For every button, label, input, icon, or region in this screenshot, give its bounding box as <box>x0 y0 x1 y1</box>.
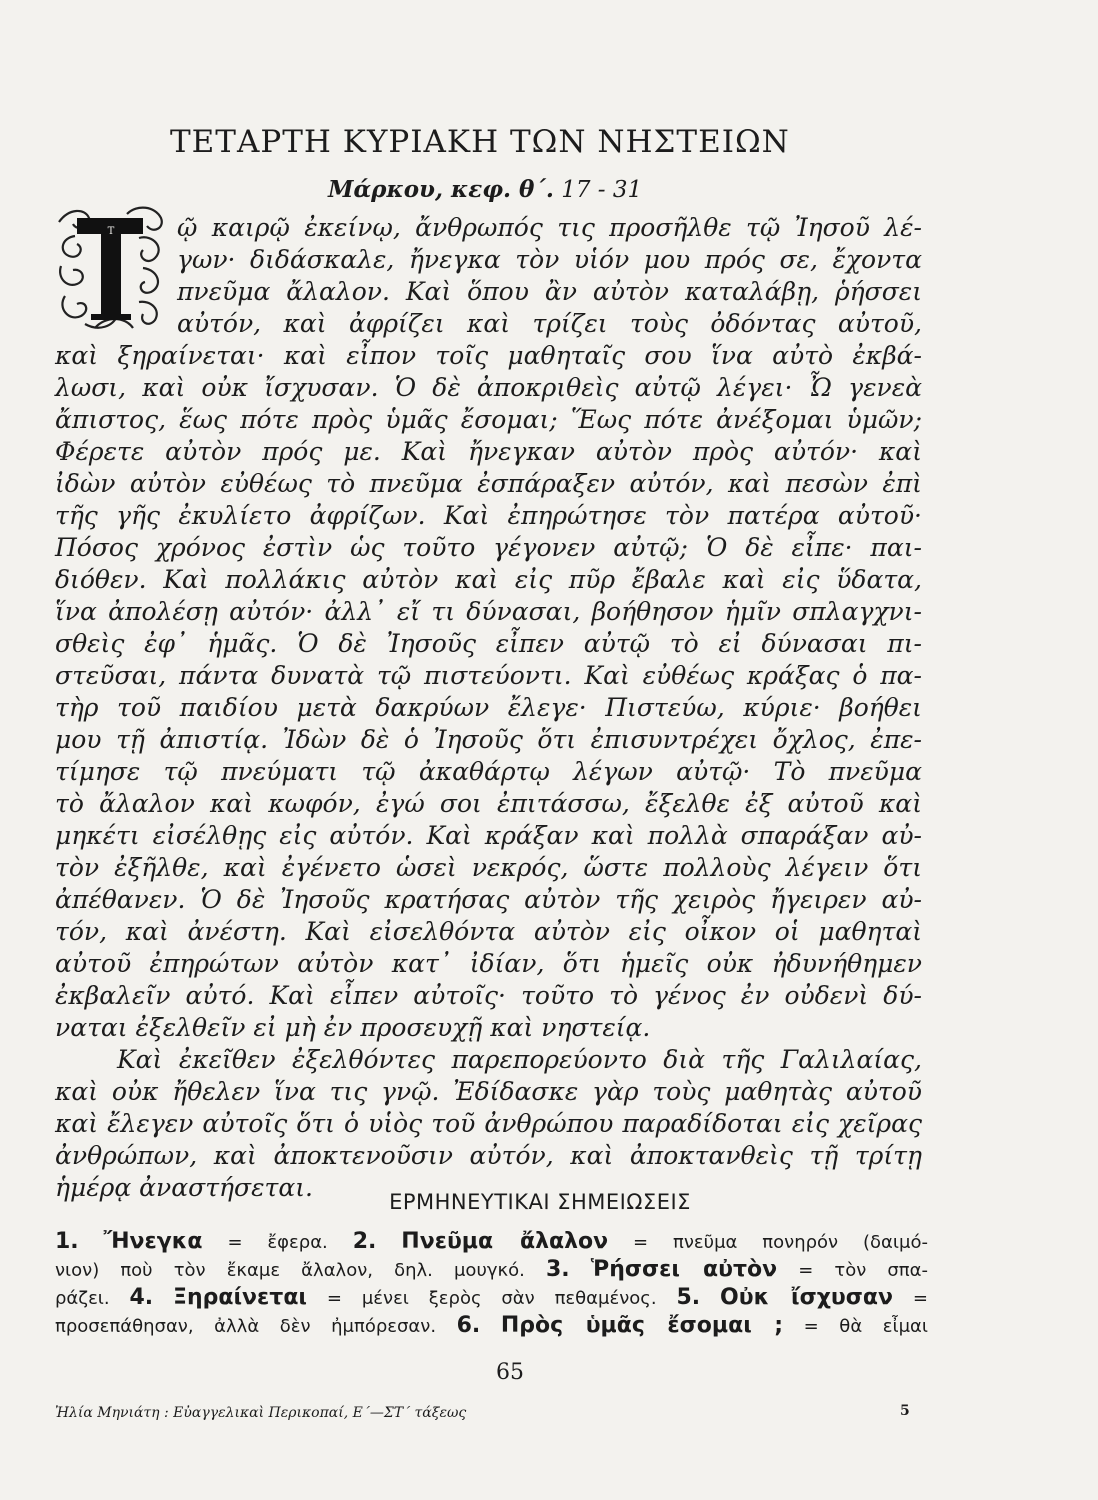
note-term: Πρὸς ὑμᾶς ἔσομαι ; <box>500 1313 784 1338</box>
text-line: ναται ἐξελθεῖν εἰ μὴ ἐν προσευχῇ καὶ νηστείᾳ. <box>55 1013 651 1042</box>
text-line: ἰδὼν αὐτὸν εὐθέως τὸ πνεῦμα ἐσπάραξεν αὐτόν, καὶ πεσὼν ἐπὶ <box>55 469 922 498</box>
note-term: Πνεῦμα ἄλαλον <box>401 1229 609 1254</box>
note-definition: = τὸν σπα- <box>798 1260 928 1281</box>
text-line: Φέρετε αὐτὸν πρός με. Καὶ ἤνεγκαν αὐτὸν πρὸς αὐτόν· καὶ <box>55 437 922 466</box>
text-line: τὴρ τοῦ παιδίου μετὰ δακρύων ἔλεγε· Πιστεύω, κύριε· βοήθει <box>55 693 922 722</box>
footer-signature-number: 5 <box>900 1403 910 1419</box>
note-term: Ξηραίνεται <box>173 1285 308 1310</box>
note-line <box>55 1228 928 1257</box>
note-definition: νιον) ποὺ τὸν ἔκαμε ἄλαλον, δηλ. μουγκό. <box>55 1260 525 1281</box>
text-line: λωσι, καὶ οὐκ ἴσχυσαν. Ὁ δὲ ἀποκριθεὶς αὐτῷ λέγει· Ὦ γενεὰ <box>55 373 922 402</box>
text-line: τίμησε τῷ πνεύματι τῷ ἀκαθάρτῳ λέγων αὐτῷ· Τὸ πνεῦμα <box>55 757 922 786</box>
ornamental-initial-icon <box>55 204 167 332</box>
text-line: ἀπέθανεν. Ὁ δὲ Ἰησοῦς κρατήσας αὐτὸν τῆς χειρὸς ἤγειρεν αὐ- <box>55 885 922 914</box>
text-line: αὐτόν, καὶ ἀφρίζει καὶ τρίζει τοὺς ὀδόντας αὐτοῦ, <box>177 309 922 338</box>
text-line: σθεὶς ἐφ᾽ ἡμᾶς. Ὁ δὲ Ἰησοῦς εἶπεν αὐτῷ τὸ εἰ δύνασαι πι- <box>55 629 922 658</box>
text-line: ῷ καιρῷ ἐκείνῳ, ἄνθρωπός τις προσῆλθε τῷ Ἰησοῦ λέ- <box>177 213 922 242</box>
note-definition: = πνεῦμα πονηρόν (δαιμό- <box>633 1232 928 1253</box>
text-line: τὸ ἄλαλον καὶ κωφόν, ἐγώ σοι ἐπιτάσσω, ἔξελθε ἐξ αὐτοῦ καὶ <box>55 789 922 818</box>
note-number: 6. <box>456 1313 481 1338</box>
note-term: Οὐκ ἴσχυσαν <box>720 1285 893 1310</box>
text-line: Καὶ ἐκεῖθεν ἐξελθόντες παρεπορεύοντο διὰ τῆς Γαλιλαίας, <box>117 1045 922 1074</box>
text-line: Πόσος χρόνος ἐστὶν ὡς τοῦτο γέγονεν αὐτῷ; Ὁ δὲ εἶπε· παι- <box>55 533 922 562</box>
text-line: ἵνα ἀπολέσῃ αὐτόν· ἀλλ᾽ εἴ τι δύνασαι, βοήθησον ἡμῖν σπλαγχνι- <box>55 597 922 626</box>
note-line <box>55 1312 928 1341</box>
text-line: ἄπιστος, ἕως πότε πρὸς ὑμᾶς ἔσομαι; Ἕως πότε ἀνέξομαι ὑμῶν; <box>55 405 922 434</box>
text-line: ἀνθρώπων, καὶ ἀποκτενοῦσιν αὐτόν, καὶ ἀποκτανθεὶς τῇ τρίτῃ <box>55 1141 922 1170</box>
text-line: ἡμέρᾳ ἀναστήσεται. <box>55 1173 313 1202</box>
note-definition: ράζει. <box>55 1288 110 1309</box>
text-line: μηκέτι εἰσέλθῃς εἰς αὐτόν. Καὶ κράξαν καὶ πολλὰ σπαράξαν αὐ- <box>55 821 922 850</box>
reference-verses: 17 - 31 <box>561 177 643 203</box>
note-line <box>55 1256 928 1285</box>
scripture-reference <box>328 176 642 203</box>
text-line: μου τῇ ἀπιστίᾳ. Ἰδὼν δὲ ὁ Ἰησοῦς ὅτι ἐπισυντρέχει ὄχλος, ἐπε- <box>55 725 922 754</box>
text-line: καὶ ξηραίνεται· καὶ εἶπον τοῖς μαθηταῖς σου ἵνα αὐτὸ ἐκβά- <box>55 341 922 370</box>
note-definition: = <box>912 1288 928 1309</box>
text-line: τὸν ἐξῆλθε, καὶ ἐγένετο ὡσεὶ νεκρός, ὥστε πολλοὺς λέγειν ὅτι <box>55 853 922 882</box>
text-line: πνεῦμα ἄλαλον. Καὶ ὅπου ἂν αὐτὸν καταλάβῃ, ῥήσσει <box>177 277 922 306</box>
note-definition: = ἔφερα. <box>227 1232 328 1253</box>
note-number: 5. <box>676 1285 701 1310</box>
text-line: καὶ οὐκ ἤθελεν ἵνα τις γνῷ. Ἐδίδασκε γὰρ τοὺς μαθητὰς αὐτοῦ <box>55 1077 922 1106</box>
notes-heading: ΕΡΜΗΝΕΥΤΙΚΑΙ ΣΗΜΕΙΩΣΕΙΣ <box>389 1190 691 1214</box>
text-line: καὶ ἔλεγεν αὐτοῖς ὅτι ὁ υἱὸς τοῦ ἀνθρώπου παραδίδοται εἰς χεῖρας <box>55 1109 922 1138</box>
note-definition: = μένει ξερὸς σὰν πεθαμένος. <box>326 1288 657 1309</box>
note-number: 1. <box>55 1229 79 1254</box>
note-definition: = θὰ εἶμαι <box>803 1316 928 1337</box>
text-line: γων· διδάσκαλε, ἤνεγκα τὸν υἱόν μου πρός σε, ἔχοντα <box>177 245 922 274</box>
note-definition: προσεπάθησαν, ἀλλὰ δὲν ἠμπόρεσαν. <box>55 1316 437 1337</box>
note-term: Ῥήσσει αὐτὸν <box>590 1257 778 1282</box>
reference-book: Μάρκου, κεφ. θ΄. <box>328 176 554 203</box>
note-number: 3. <box>545 1257 570 1282</box>
text-line: τῆς γῆς ἐκυλίετο ἀφρίζων. Καὶ ἐπηρώτησε τὸν πατέρα αὐτοῦ· <box>55 501 922 530</box>
note-term: Ἤνεγκα <box>103 1229 203 1254</box>
text-line: αὐτοῦ ἐπηρώτων αὐτὸν κατ᾽ ἰδίαν, ὅτι ἡμεῖς οὐκ ἠδυνήθημεν <box>55 949 922 978</box>
text-line: στεῦσαι, πάντα δυνατὰ τῷ πιστεύοντι. Καὶ εὐθέως κράξας ὁ πα- <box>55 661 922 690</box>
page-title: ΤΕΤΑΡΤΗ ΚΥΡΙΑΚΗ ΤΩΝ ΝΗΣΤΕΙΩΝ <box>170 124 790 160</box>
drop-cap-letter: Τ <box>107 226 115 237</box>
text-line: διόθεν. Καὶ πολλάκις αὐτὸν καὶ εἰς πῦρ ἔβαλε καὶ εἰς ὕδατα, <box>55 565 922 594</box>
footer-citation: Ἠλία Μηνιάτη : Εὐαγγελικαὶ Περικοπαί, Ε΄—ΣΤ΄ τάξεως <box>55 1405 467 1421</box>
text-line: ἐκβαλεῖν αὐτό. Καὶ εἶπεν αὐτοῖς· τοῦτο τὸ γένος ἐν οὐδενὶ δύ- <box>55 981 922 1010</box>
text-line: τόν, καὶ ἀνέστη. Καὶ εἰσελθόντα αὐτὸν εἰς οἶκον οἱ μαθηταὶ <box>55 917 922 946</box>
note-number: 4. <box>129 1285 154 1310</box>
note-line <box>55 1284 928 1313</box>
page-number: 65 <box>496 1360 524 1385</box>
note-number: 2. <box>352 1229 377 1254</box>
drop-cap-ornament <box>55 204 167 332</box>
